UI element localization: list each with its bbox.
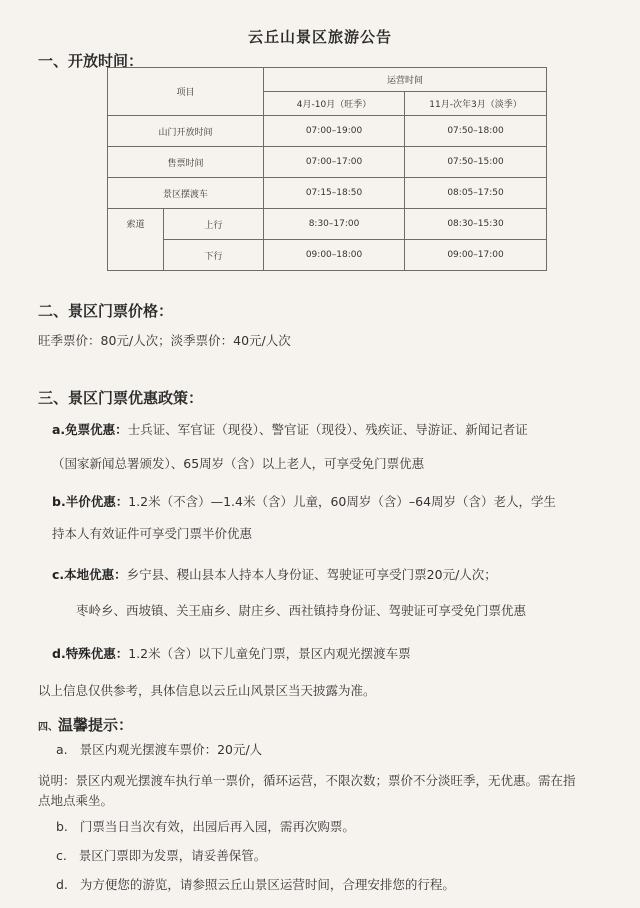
tip-explain-line2: 点地点乘坐。 xyxy=(38,793,114,808)
tip-d xyxy=(56,876,455,894)
section-heading-hours: 一、开放时间： xyxy=(38,52,144,70)
price-text: 旺季票价：80元/人次；淡季票价：40元/人次 xyxy=(38,333,291,348)
notice-text: 以上信息仅供参考，具体信息以云丘山风景区当天披露为准。 xyxy=(38,683,376,698)
discount-local-line2: 枣岭乡、西坡镇、关王庙乡、尉庄乡、西社镇持身份证、驾驶证可享受免门票优惠 xyxy=(76,603,527,618)
table-row-label: 售票时间 xyxy=(108,147,264,178)
section-heading-price: 二、景区门票价格： xyxy=(38,302,174,320)
tip-marker: c. xyxy=(56,848,67,863)
tip-d-text: 为方便您的游览，请参照云丘山景区运营时间，合理安排您的行程。 xyxy=(79,877,455,892)
tip-explain-line1: 说明：景区内观光摆渡车执行单一票价，循环运营，不限次数；票价不分淡旺季，无优惠。需在指 xyxy=(38,773,576,788)
table-cell-off: 07:50–15:00 xyxy=(405,147,547,178)
table-cell-peak: 09:00–18:00 xyxy=(264,240,405,271)
section-number: 四、 xyxy=(38,722,58,733)
opening-hours-table xyxy=(107,67,547,271)
discount-free-line1 xyxy=(52,421,528,439)
table-header-off: 11月-次年3月（淡季） xyxy=(405,92,547,116)
discount-local-line1 xyxy=(52,566,497,584)
table-row-label: 下行 xyxy=(164,240,264,271)
section-heading-text: 温馨提示： xyxy=(58,716,134,734)
table-cell-peak: 07:00–17:00 xyxy=(264,147,405,178)
discount-special-line xyxy=(52,645,411,663)
discount-free-text: 士兵证、军官证（现役）、警官证（现役）、残疾证、导游证、新闻记者证 xyxy=(127,422,528,437)
section-heading-discounts: 三、景区门票优惠政策： xyxy=(38,389,204,407)
table-cell-off: 09:00–17:00 xyxy=(405,240,547,271)
table-cell-peak: 8:30–17:00 xyxy=(264,209,405,240)
discount-half-text: 1.2米（不含）—1.4米（含）儿童，60周岁（含）–64周岁（含）老人，学生 xyxy=(128,494,557,509)
tip-c xyxy=(56,847,266,865)
discount-half-line2: 持本人有效证件可享受门票半价优惠 xyxy=(52,526,253,541)
tip-b-text: 门票当日当次有效，出园后再入园，需再次购票。 xyxy=(79,819,355,834)
discount-special-label: d.特殊优惠： xyxy=(52,646,129,661)
table-header-item: 项目 xyxy=(108,68,264,116)
table-cell-off: 08:05–17:50 xyxy=(405,178,547,209)
table-row-label: 景区摆渡车 xyxy=(108,178,264,209)
discount-half-line1 xyxy=(52,493,556,511)
section-heading-tips xyxy=(38,714,133,735)
tip-a-text: 景区内观光摆渡车票价：20元/人 xyxy=(79,742,263,757)
table-row-label: 山门开放时间 xyxy=(108,116,264,147)
tip-marker: d. xyxy=(56,877,68,892)
tip-marker: b. xyxy=(56,819,68,834)
table-row-label: 上行 xyxy=(164,209,264,240)
table-cell-peak: 07:15–18:50 xyxy=(264,178,405,209)
tip-b xyxy=(56,818,355,836)
tip-a xyxy=(56,741,262,759)
table-header-ops: 运营时间 xyxy=(264,68,547,92)
tip-c-text: 景区门票即为发票，请妥善保管。 xyxy=(78,848,267,863)
page-title: 云丘山景区旅游公告 xyxy=(247,28,392,46)
discount-local-text: 乡宁县、稷山县本人持本人身份证、驾驶证可享受门票20元/人次； xyxy=(126,567,497,582)
discount-free-label: a.免票优惠： xyxy=(52,422,128,437)
tip-marker: a. xyxy=(56,742,68,757)
table-cell-off: 08:30–15:30 xyxy=(405,209,547,240)
discount-special-text: 1.2米（含）以下儿童免门票，景区内观光摆渡车票 xyxy=(128,646,411,661)
table-cable-label: 索道 xyxy=(108,209,164,271)
discount-free-line2: （国家新闻总署颁发）、65周岁（含）以上老人，可享受免门票优惠 xyxy=(52,456,425,471)
discount-local-label: c.本地优惠： xyxy=(52,567,127,582)
table-header-peak: 4月-10月（旺季） xyxy=(264,92,405,116)
discount-half-label: b.半价优惠： xyxy=(52,494,129,509)
table-cell-off: 07:50–18:00 xyxy=(405,116,547,147)
table-cell-peak: 07:00–19:00 xyxy=(264,116,405,147)
